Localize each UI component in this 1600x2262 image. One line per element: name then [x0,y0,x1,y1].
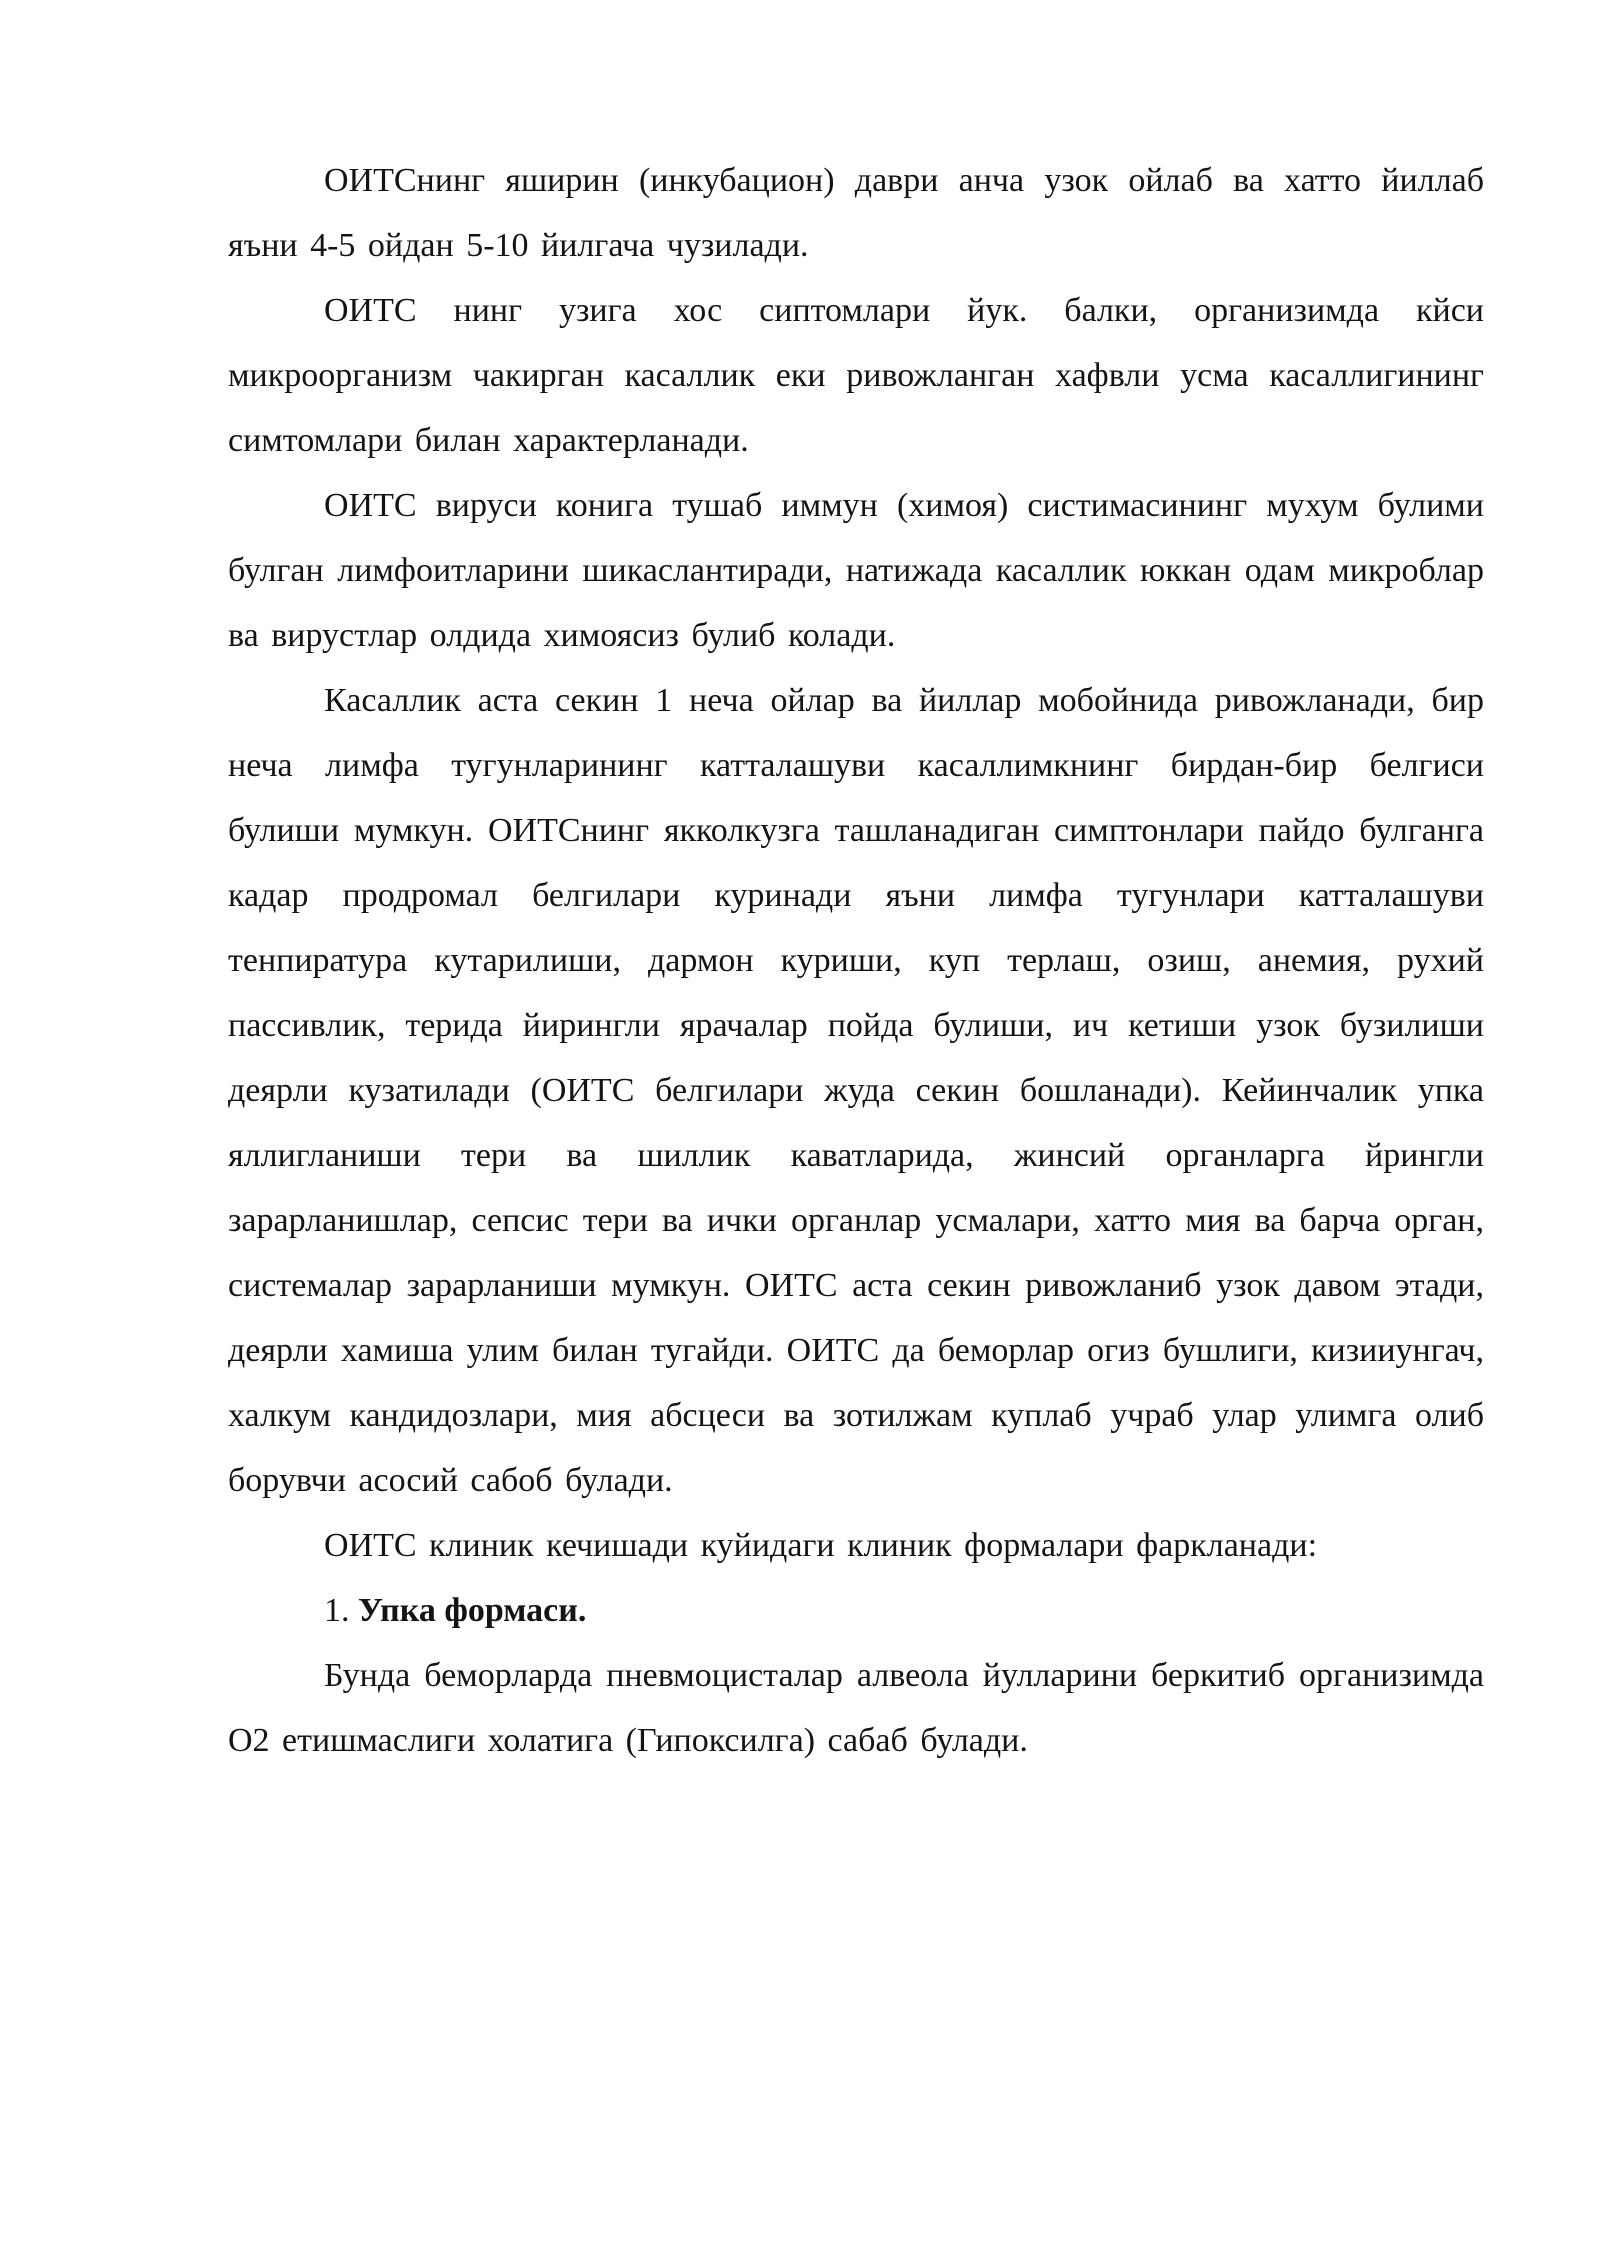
paragraph-symptoms: ОИТС нинг узига хос сиптомлари йук. балки, организимда кйси микроорганизм чакирган касаллик еки ривожланган хафвли усма касаллигининг симтомлари билан характерланади. [228,292,1484,459]
paragraph-incubation-period: ОИТСнинг яширин (инкубацион) даври анча узок ойлаб ва хатто йиллаб яъни 4-5 ойдан 5-10 йилгача чузилади. [228,162,1484,264]
section-number: 1. [324,1592,350,1629]
paragraph-lung-form: Бунда беморларда пневмоцисталар алвеола йулларини беркитиб организимда O2 етишмаслиги холатига (Гипоксилга) сабаб булади. [228,1657,1484,1759]
section-heading [228,1578,1484,1643]
paragraph-disease-progression: Касаллик аста секин 1 неча ойлар ва йиллар мобойнида ривожланади, бир неча лимфа тугунларининг катталашуви касаллимкнинг бирдан-бир белгиси булиши мумкун. ОИТСнинг якколкузга ташланадиган симптонлари пайдо булганга кадар продромал белгилари куринади яъни лимфа тугунлари катталашуви тенпиратура кутарилиши, дармон куриши, куп терлаш, озиш, анемия, рухий пассивлик, терида йирингли ярачалар пойда булиши, ич кетиши узок бузилиши деярли кузатилади (ОИТС белгилари жуда секин бошланади). Кейинчалик упка яллигланиши тери ва шиллик каватларида, жинсий органларга йрингли зарарланишлар, сепсис тери ва ички органлар усмалари, хатто мия ва барча орган, системалар зарарланиши мумкун. ОИТС аста секин ривожланиб узок давом этади, деярли хамиша улим билан тугайди. ОИТС да беморлар огиз бушлиги, кизииунгач, халкум кандидозлари, мия абсцеси ва зотилжам куплаб учраб улар улимга олиб борувчи асосий сабоб булади. [228,682,1484,1499]
paragraph-immune-damage: ОИТС вируси конига тушаб иммун (химоя) систимасининг мухум булими булган лимфоитларини шикаслантиради, натижада касаллик юккан одам микроблар ва вирустлар олдида химоясиз булиб колади. [228,487,1484,654]
document-page [228,148,1484,1773]
paragraph-clinical-forms: ОИТС клиник кечишади куйидаги клиник формалари фаркланади: [324,1527,1318,1564]
section-title: Упка формаси. [358,1592,587,1629]
